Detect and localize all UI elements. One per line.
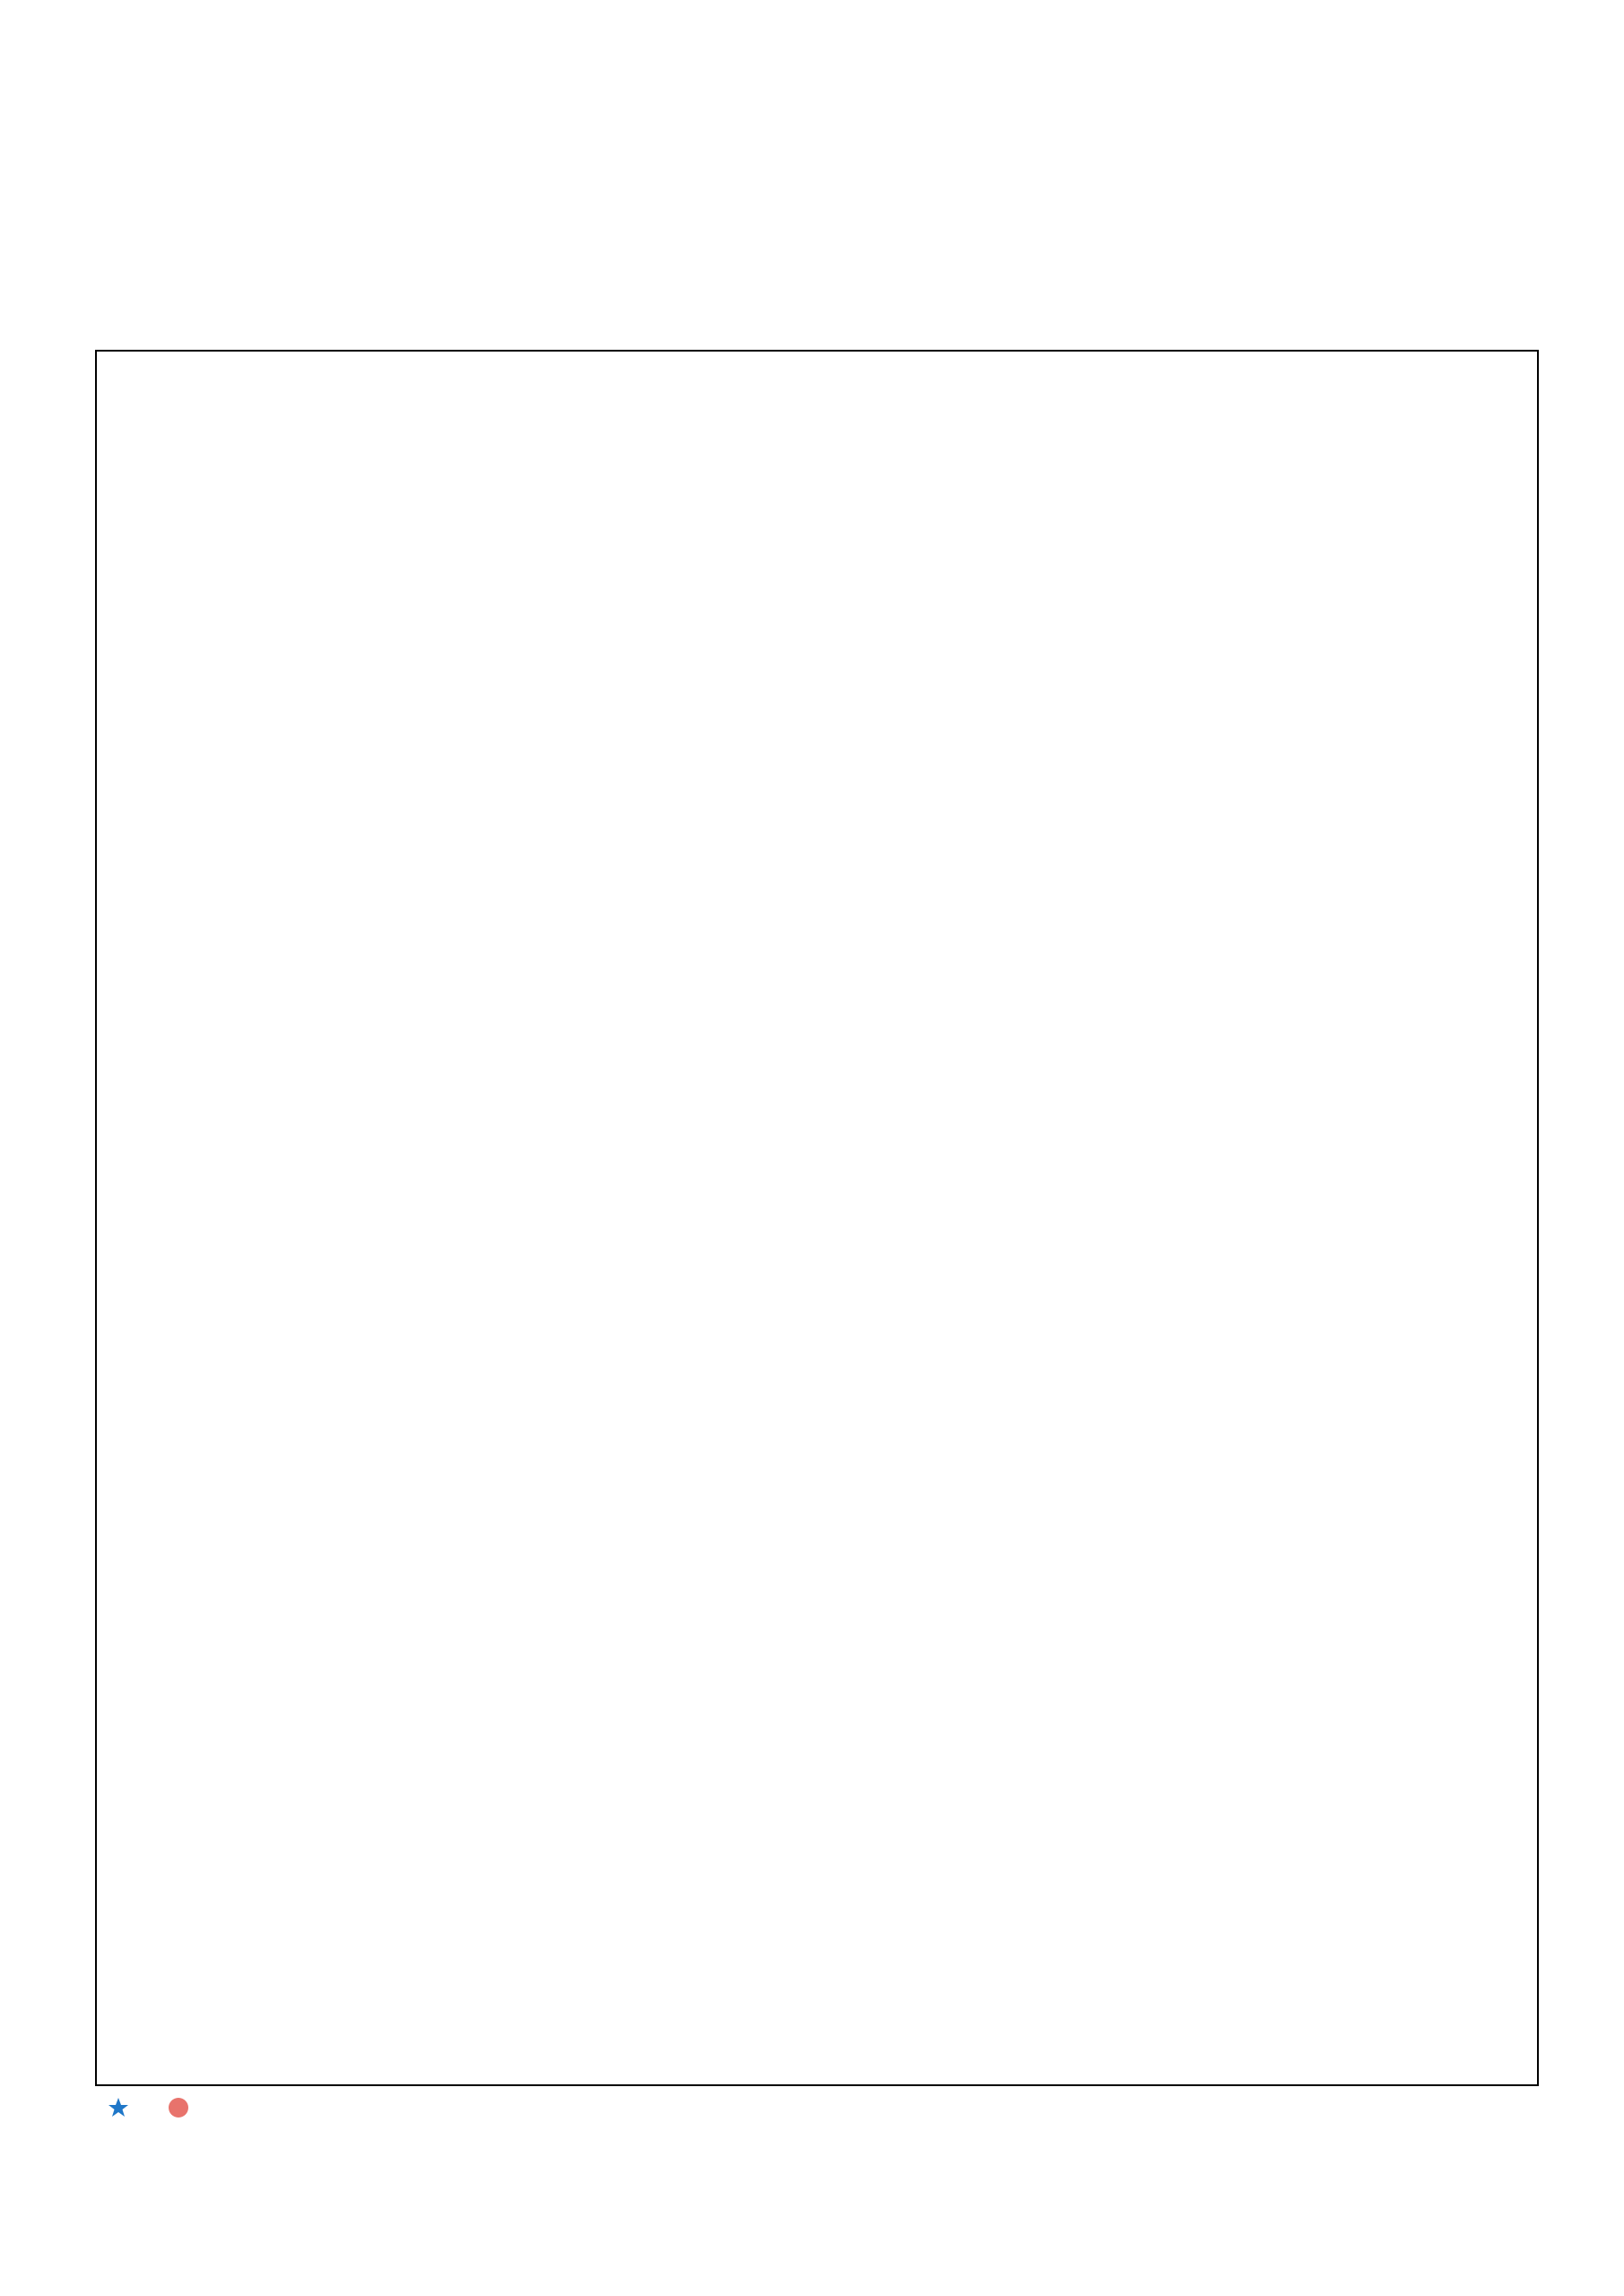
legend-star	[108, 2097, 133, 2118]
calendar-grid	[95, 350, 1539, 2086]
dot-icon	[169, 2098, 188, 2118]
star-icon	[108, 2097, 129, 2118]
legend	[108, 2090, 239, 2126]
legend-dot	[169, 2098, 194, 2118]
